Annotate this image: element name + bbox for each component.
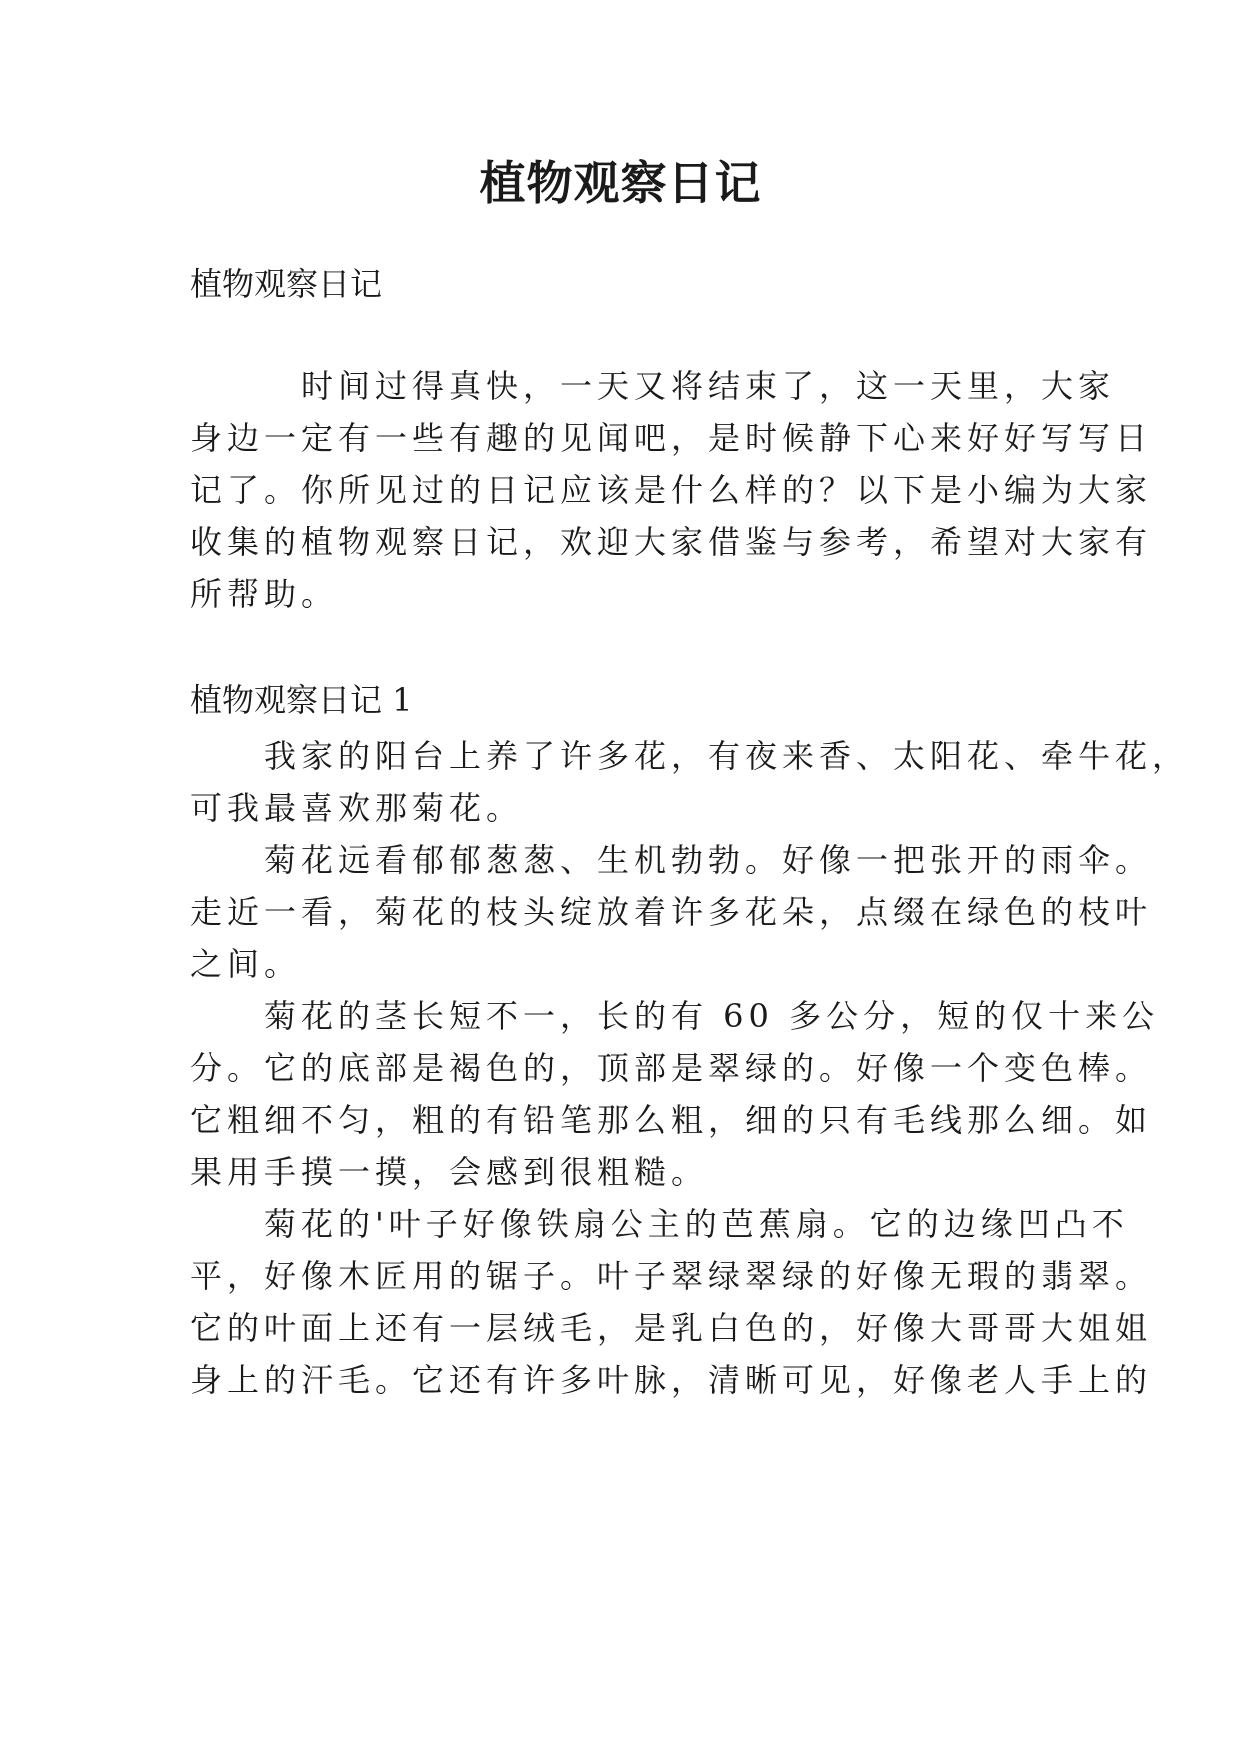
text-line: 菊花的'叶子好像铁扇公主的芭蕉扇。它的边缘凹凸不: [190, 1205, 1129, 1243]
section-heading: 植物观察日记 1: [190, 681, 413, 719]
document-title: 植物观察日记: [479, 156, 762, 210]
text-line: 它粗细不匀，粗的有铅笔那么粗，细的只有毛线那么细。如: [190, 1101, 1153, 1139]
text-line: 菊花的茎长短不一，长的有 60 多公分，短的仅十来公: [190, 997, 1160, 1035]
text-line: 之间。: [190, 945, 302, 983]
text-line: 记了。你所见过的日记应该是什么样的？以下是小编为大家: [190, 471, 1153, 509]
text-line: 我家的阳台上养了许多花，有夜来香、太阳花、牵牛花，: [190, 737, 1190, 775]
document-subtitle: 植物观察日记: [190, 265, 383, 303]
text-line: 身边一定有一些有趣的见闻吧，是时候静下心来好好写写日: [190, 419, 1153, 457]
text-line: 收集的植物观察日记，欢迎大家借鉴与参考，希望对大家有: [190, 523, 1153, 561]
text-line: 它的叶面上还有一层绒毛，是乳白色的，好像大哥哥大姐姐: [190, 1309, 1153, 1347]
text-line: 身上的汗毛。它还有许多叶脉，清晰可见，好像老人手上的: [190, 1361, 1153, 1399]
text-line: 所帮助。: [190, 575, 339, 613]
text-line: 菊花远看郁郁葱葱、生机勃勃。好像一把张开的雨伞。: [190, 841, 1153, 879]
text-line: 平，好像木匠用的锯子。叶子翠绿翠绿的好像无瑕的翡翠。: [190, 1257, 1153, 1295]
text-line: 时间过得真快，一天又将结束了，这一天里，大家: [190, 367, 1116, 405]
text-line: 分。它的底部是褐色的，顶部是翠绿的。好像一个变色棒。: [190, 1049, 1153, 1087]
text-line: 可我最喜欢那菊花。: [190, 789, 524, 827]
text-line: 走近一看，菊花的枝头绽放着许多花朵，点缀在绿色的枝叶: [190, 893, 1153, 931]
text-line: 果用手摸一摸，会感到很粗糙。: [190, 1153, 709, 1191]
